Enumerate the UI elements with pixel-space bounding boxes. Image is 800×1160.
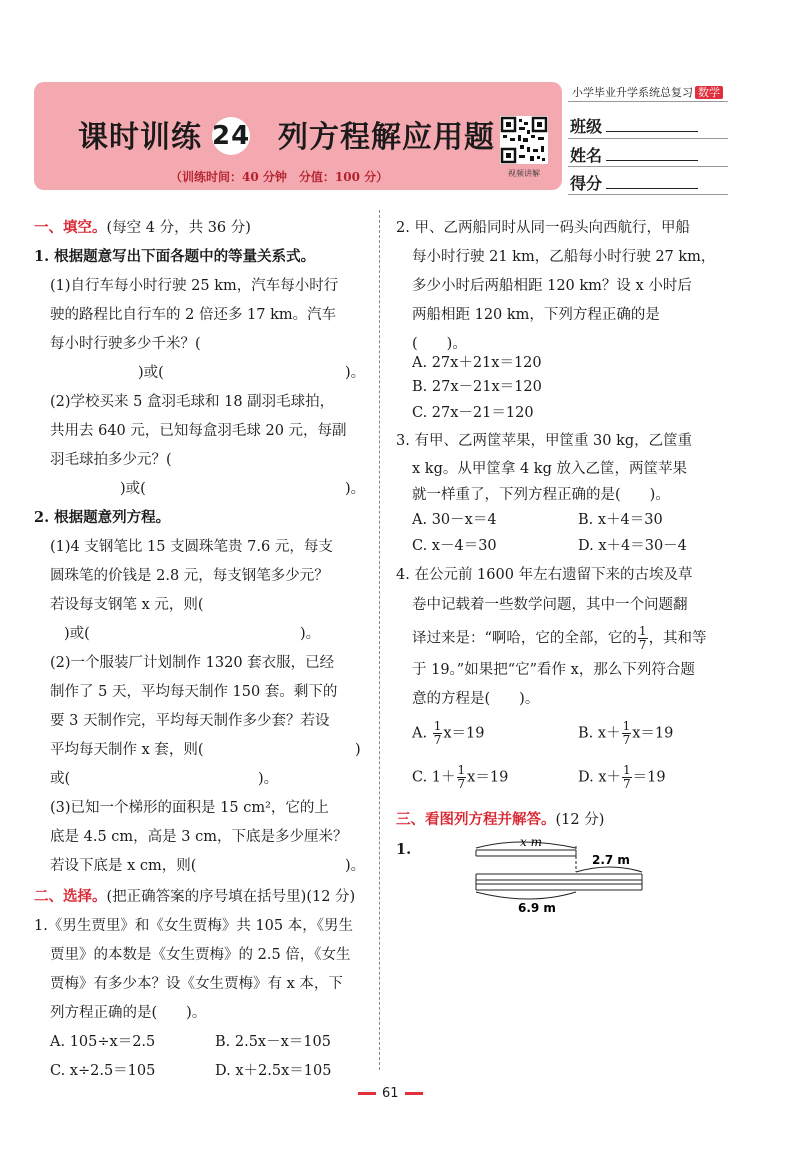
text-line: (1)4 支钢笔比 15 支圆珠笔贵 7.6 元，每支 [50, 539, 333, 555]
text-line: 卷中记载着一些数学问题，其中一个问题翻 [412, 597, 688, 613]
page-number: 61 [352, 1086, 429, 1101]
text-line: 圆珠笔的价钱是 2.8 元，每支钢笔多少元？ [50, 568, 329, 584]
text-line: (2)一个服装厂计划制作 1320 套衣服，已经 [50, 655, 335, 671]
text-line: 要 3 天制作完，平均每天制作多少套？若设 [50, 713, 330, 729]
text-line: 列方程正确的是( )。 [50, 1005, 207, 1021]
text-line: 驶的路程比自行车的 2 倍还多 17 km。汽车 [50, 307, 337, 323]
text-line: 共用去 640 元，已知每盒羽毛球 20 元，每副 [50, 423, 347, 439]
divider [568, 166, 728, 167]
section-2-heading: 二、选择。(把正确答案的序号填在括号里)(12 分) [34, 889, 356, 905]
text-line: 羽毛球拍多少元？( [50, 452, 172, 468]
name-field[interactable]: 姓名 [570, 143, 698, 166]
text-line: 若设下底是 x cm，则( [50, 858, 197, 874]
subject-tag: 数学 [695, 86, 723, 99]
text-line: 底是 4.5 cm，高是 3 cm，下底是多少厘米？ [50, 829, 348, 845]
lesson-number-badge: 24 [212, 117, 250, 155]
option-a[interactable]: A. 105÷x＝2.5 [50, 1034, 156, 1050]
text-line: 制作了 5 天，平均每天制作 150 套。剩下的 [50, 684, 338, 700]
answer-blank[interactable]: )或( [64, 626, 90, 642]
fraction: $\frac{1}{7}$ [638, 624, 647, 652]
section-3-heading: 三、看图列方程并解答。(12 分) [396, 812, 605, 828]
text-line: 每小时行驶 21 km，乙船每小时行驶 27 km， [412, 249, 716, 265]
text-line: 多少小时后两船相距 120 km？设 x 小时后 [412, 278, 692, 294]
text-line: 就一样重了，下列方程正确的是( )。 [412, 487, 670, 503]
series-label: 小学毕业升学系统总复习 数学 [572, 84, 723, 100]
text-line: x kg。从甲筐拿 4 kg 放入乙筐，两筐苹果 [412, 461, 687, 477]
option-d[interactable]: D. x＋ $\frac{1}{7}$ ＝19 [578, 763, 666, 791]
text-line: 3. 有甲、乙两筐苹果，甲筐重 30 kg，乙筐重 [396, 433, 693, 449]
option-c[interactable]: C. x÷2.5＝105 [50, 1063, 156, 1079]
option-b[interactable]: B. 27x－21x＝120 [412, 379, 542, 395]
answer-blank-end: )。 [300, 626, 321, 642]
option-d[interactable]: D. x＋2.5x＝105 [215, 1063, 332, 1079]
option-a[interactable]: A. 27x＋21x＝120 [412, 355, 542, 371]
divider [568, 101, 728, 102]
text-line: 4. 在公元前 1600 年左右遗留下来的古埃及草 [396, 567, 693, 583]
option-a[interactable]: A. $\frac{1}{7}$ x＝19 [412, 719, 485, 747]
option-d[interactable]: D. x＋4＝30－4 [578, 538, 687, 554]
section-1-heading: 一、填空。(每空 4 分，共 36 分) [34, 220, 251, 236]
option-c[interactable]: C. 27x－21＝120 [412, 405, 534, 421]
answer-blank-end: )。 [345, 858, 366, 874]
option-b[interactable]: B. 2.5x－x＝105 [215, 1034, 331, 1050]
answer-blank-end: ) [355, 742, 361, 758]
label-x: x m [520, 835, 542, 849]
answer-blank-end: )。 [258, 771, 279, 787]
text-line: 贾梅》有多少本？设《女生贾梅》有 x 本，下 [50, 976, 343, 992]
line-diagram [460, 832, 660, 918]
text-line: (2)学校买来 5 盒羽毛球和 18 副羽毛球拍， [50, 394, 335, 410]
text-line: 平均每天制作 x 套，则( [50, 742, 204, 758]
text-line: 于 19。”如果把“它”看作 x，那么下列符合题 [412, 662, 695, 678]
text-line: 意的方程是( )。 [412, 691, 540, 707]
answer-blank[interactable]: 或( [50, 771, 71, 787]
text-line: 译过来是：“啊哈，它的全部，它的 $\frac{1}{7}$ ，其和等 [412, 624, 707, 652]
text-line: 1.《男生贾里》和《女生贾梅》共 105 本，《男生 [34, 918, 353, 934]
text-line: 每小时行驶多少千米？( [50, 336, 201, 352]
qr-label: 视频讲解 [508, 169, 540, 178]
option-b[interactable]: B. x＋ $\frac{1}{7}$ x＝19 [578, 719, 674, 747]
class-field[interactable]: 班级 [570, 114, 698, 137]
question-2: 2. 根据题意列方程。 [34, 509, 171, 526]
option-b[interactable]: B. x＋4＝30 [578, 512, 663, 528]
text-line: 若设每支钢笔 x 元，则( [50, 597, 204, 613]
option-c[interactable]: C. x－4＝30 [412, 538, 497, 554]
text-line: ( )。 [412, 336, 467, 352]
label-6-9: 6.9 m [518, 901, 556, 915]
page-title: 课时训练 24 列方程解应用题 [78, 112, 495, 158]
training-info: （训练时间：40 分钟 分值：100 分） [170, 170, 389, 184]
question-3-1: 1. [396, 841, 412, 858]
question-1: 1. 根据题意写出下面各题中的等量关系式。 [34, 248, 316, 265]
answer-blank-end: )。 [345, 481, 366, 497]
answer-blank[interactable]: )或( [120, 481, 146, 497]
answer-blank-end: )。 [345, 365, 366, 381]
divider [568, 194, 728, 195]
text-line: 2. 甲、乙两船同时从同一码头向西航行，甲船 [396, 220, 690, 236]
text-line: 贾里》的本数是《女生贾梅》的 2.5 倍，《女生 [50, 947, 351, 963]
label-2-7: 2.7 m [592, 853, 630, 867]
column-divider [379, 210, 380, 1070]
text-line: (1)自行车每小时行驶 25 km，汽车每小时行 [50, 278, 339, 294]
option-a[interactable]: A. 30－x＝4 [412, 512, 497, 528]
divider [568, 138, 728, 139]
option-c[interactable]: C. 1＋ $\frac{1}{7}$ x＝19 [412, 763, 509, 791]
score-field[interactable]: 得分 [570, 171, 698, 194]
text-line: 两船相距 120 km，下列方程正确的是 [412, 307, 660, 323]
qr-code-icon[interactable] [500, 116, 548, 164]
answer-blank[interactable]: )或( [138, 365, 164, 381]
text-line: (3)已知一个梯形的面积是 15 cm²，它的上 [50, 800, 329, 816]
